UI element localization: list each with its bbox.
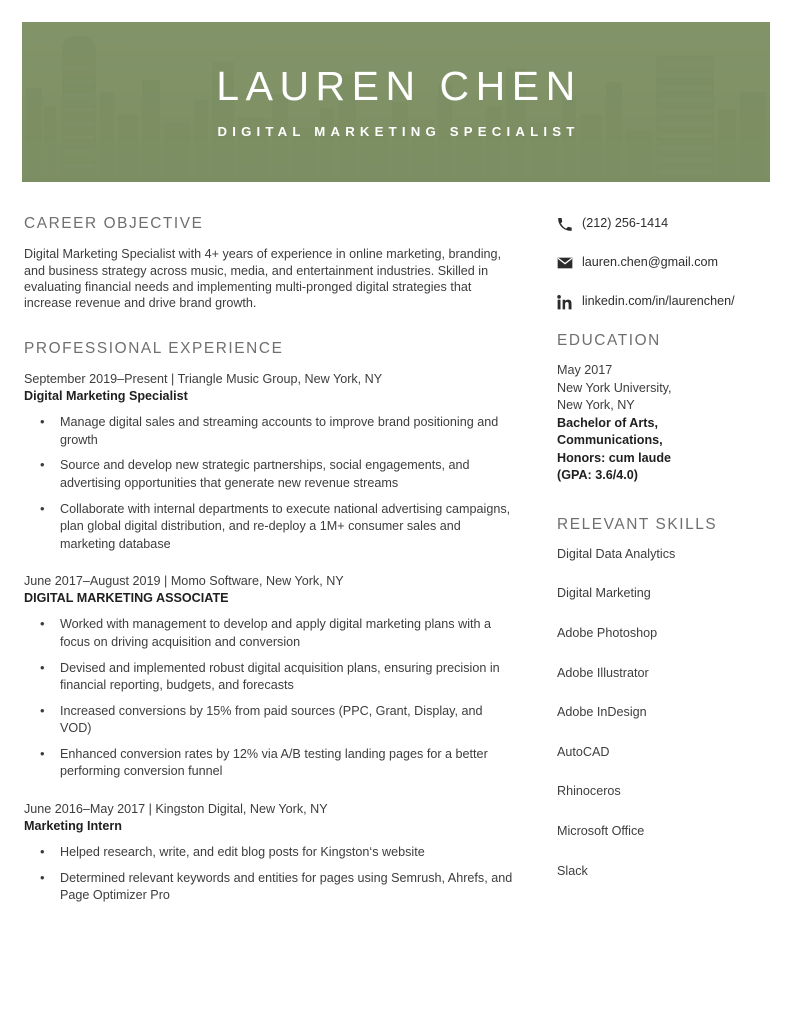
phone-icon	[557, 217, 582, 232]
education-heading: EDUCATION	[557, 332, 661, 349]
experience-job-title: Marketing Intern	[24, 819, 122, 834]
experience-bullet-list	[24, 414, 516, 553]
contact-value[interactable]: linkedin.com/in/laurenchen/	[582, 294, 735, 309]
skill-item: Microsoft Office	[557, 824, 645, 839]
experience-bullet-list	[24, 616, 516, 781]
experience-bullet: • Increased conversions by 15% from paid sources (PPC, Grant, Display, and VOD)	[24, 703, 516, 738]
education-info-line: May 2017	[557, 363, 613, 378]
experience-entry	[24, 371, 516, 553]
experience-bullet: • Enhanced conversion rates by 12% via A/B testing landing pages for a better performing conversion funnel	[24, 746, 516, 781]
experience-bullet: • Collaborate with internal departments to execute national advertising campaigns, plan global digital distribution, and re-deploy a 1M+ consumer sales and marketing database	[24, 501, 516, 554]
experience-date-company: June 2017–August 2019 | Momo Software, New York, NY	[24, 574, 344, 589]
contact-list	[557, 215, 781, 311]
experience-job-title: DIGITAL MARKETING ASSOCIATE	[24, 591, 229, 606]
career-objective-heading: CAREER OBJECTIVE	[24, 215, 204, 232]
skills-section	[557, 516, 781, 878]
education-degree-line: Honors: cum laude	[557, 450, 672, 465]
header-banner	[22, 22, 770, 182]
experience-list	[24, 371, 516, 905]
experience-spacer	[24, 789, 516, 801]
education-degree-line: Communications,	[557, 433, 663, 448]
page-title: LAUREN CHEN	[216, 62, 582, 109]
experience-bullet: • Manage digital sales and streaming accounts to improve brand positioning and growth	[24, 414, 516, 449]
experience-job-title: Digital Marketing Specialist	[24, 389, 188, 404]
education-section	[557, 332, 781, 484]
header-subtitle: DIGITAL MARKETING SPECIALIST	[217, 123, 580, 139]
contact-value[interactable]: lauren.chen@gmail.com	[582, 255, 718, 270]
experience-bullet-list	[24, 844, 516, 905]
experience-date-company: June 2016–May 2017 | Kingston Digital, New York, NY	[24, 802, 328, 817]
contact-value[interactable]: (212) 256-1414	[582, 216, 669, 231]
skills-list	[557, 547, 781, 879]
experience-bullet: • Source and develop new strategic partnerships, social engagements, and advertising opportunities that generate new revenue streams	[24, 457, 516, 492]
experience-bullet: • Determined relevant keywords and entities for pages using Semrush, Ahrefs, and Page Optimizer Pro	[24, 870, 516, 905]
skill-item: Adobe InDesign	[557, 705, 647, 720]
contact-item[interactable]	[557, 215, 781, 233]
experience-date-company: September 2019–Present | Triangle Music Group, New York, NY	[24, 372, 383, 387]
linkedin-icon	[557, 295, 582, 310]
skill-item: AutoCAD	[557, 744, 610, 759]
skill-item: Adobe Illustrator	[557, 665, 649, 680]
experience-spacer	[24, 561, 516, 573]
contact-item[interactable]	[557, 293, 781, 311]
skill-item: Adobe Photoshop	[557, 626, 658, 641]
education-info-line: New York, NY	[557, 398, 635, 413]
skill-item: Digital Data Analytics	[557, 546, 676, 561]
career-objective-text: Digital Marketing Specialist with 4+ years of experience in online marketing, branding, and business strategy across music, media, and entertainment industries. Skilled in evaluating financial needs and implementing multi-pronged digital strategies that increase revenue and drive brand growth.	[24, 247, 502, 311]
experience-entry	[24, 801, 516, 905]
education-degree-line: (GPA: 3.6/4.0)	[557, 467, 638, 482]
sidebar-column	[557, 215, 781, 903]
skill-item: Slack	[557, 863, 588, 878]
education-degree-line: Bachelor of Arts,	[557, 415, 659, 430]
experience-bullet: • Helped research, write, and edit blog posts for Kingston‘s website	[24, 844, 516, 862]
skill-item: Rhinoceros	[557, 784, 621, 799]
education-details	[557, 362, 781, 484]
relevant-skills-heading: RELEVANT SKILLS	[557, 516, 718, 534]
email-icon	[557, 257, 582, 269]
experience-entry	[24, 573, 516, 781]
experience-bullet: • Devised and implemented robust digital acquisition plans, ensuring precision in financial reporting, budgets, and forecasts	[24, 660, 516, 695]
contact-item[interactable]	[557, 254, 781, 272]
professional-experience-heading: PROFESSIONAL EXPERIENCE	[24, 339, 284, 357]
main-column	[24, 215, 516, 913]
experience-bullet: • Worked with management to develop and apply digital marketing plans with a focus on driving acquisition and conversion	[24, 616, 516, 651]
education-info-line: New York University,	[557, 380, 672, 395]
skill-item: Digital Marketing	[557, 586, 651, 601]
